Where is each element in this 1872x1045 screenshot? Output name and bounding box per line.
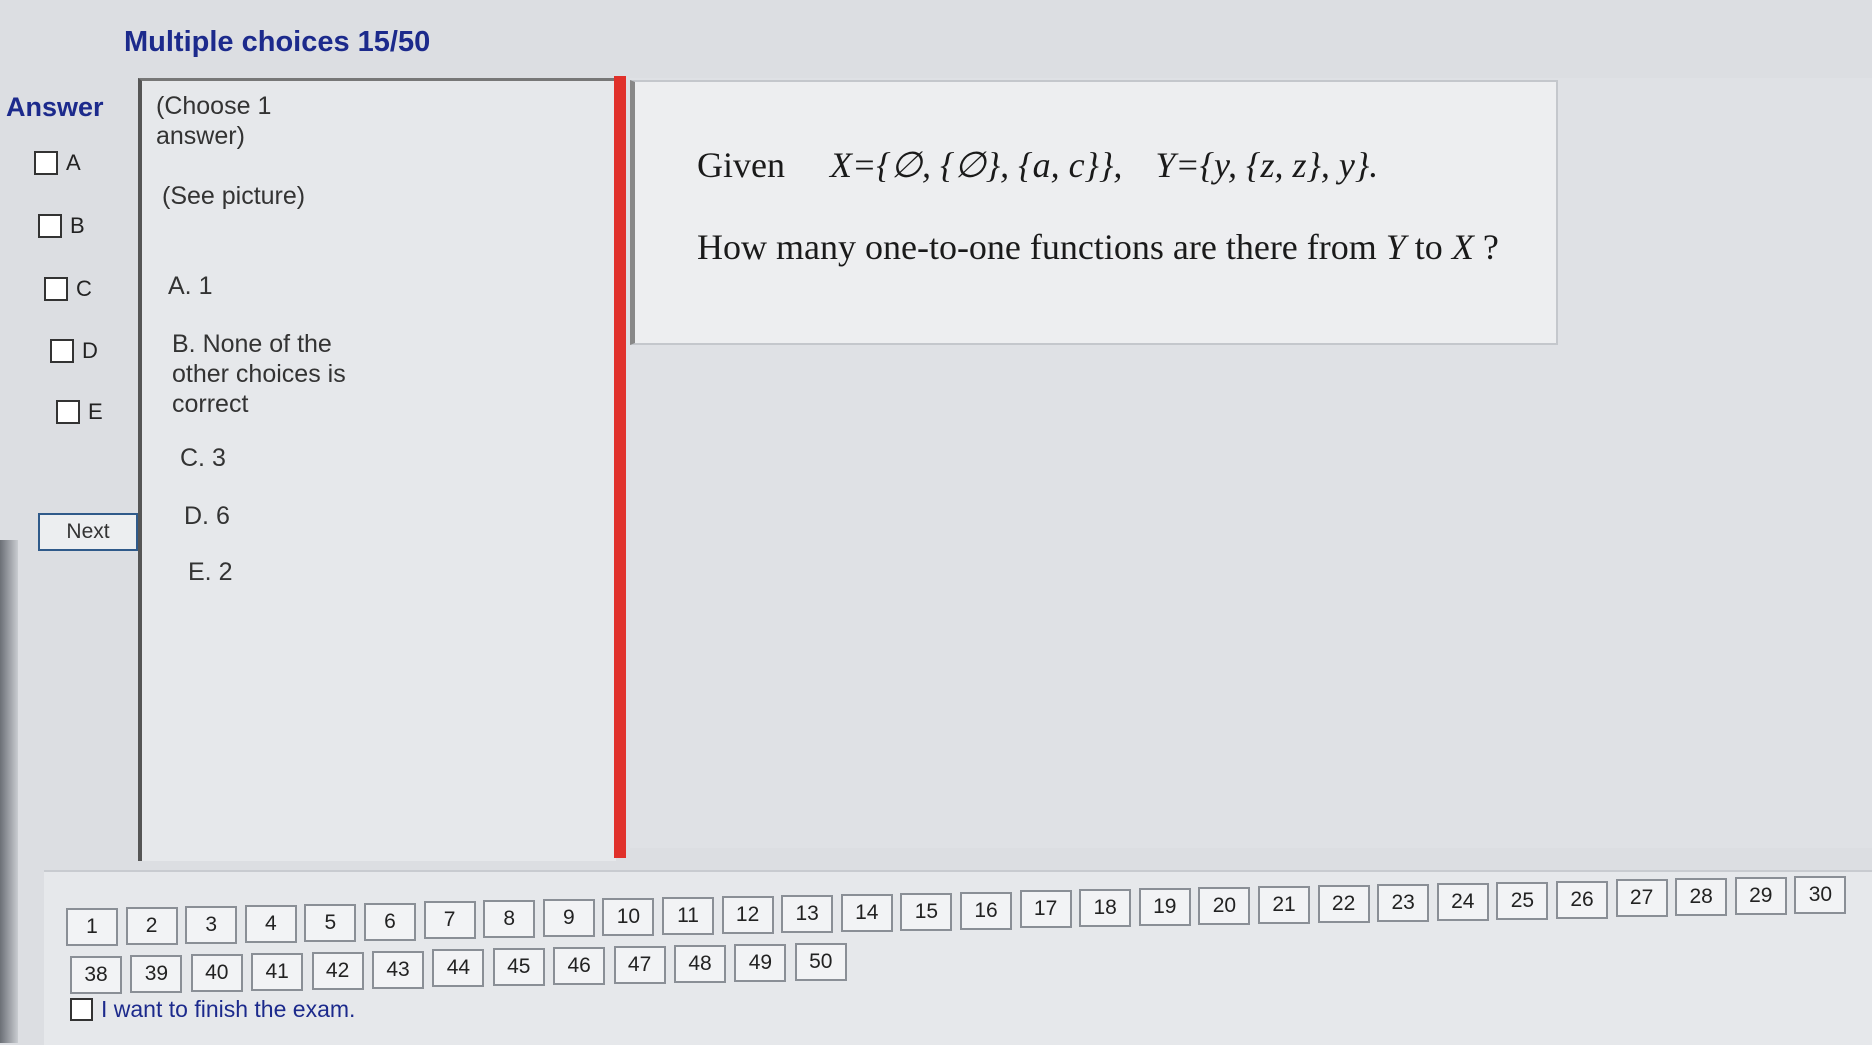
finish-label: I want to finish the exam. [101, 996, 356, 1022]
answer-option-c[interactable] [44, 276, 92, 302]
choices-panel [138, 78, 616, 861]
question-number-button[interactable]: 9 [543, 899, 595, 937]
prompt-x: X [1451, 227, 1474, 267]
checkbox-c[interactable] [44, 277, 68, 301]
question-number-button[interactable]: 23 [1377, 884, 1429, 922]
answer-option-a[interactable] [34, 150, 81, 176]
question-number-button[interactable]: 20 [1198, 887, 1250, 925]
question-number-button[interactable]: 18 [1079, 889, 1131, 927]
checkbox-e[interactable] [56, 400, 80, 424]
question-number-button[interactable]: 7 [424, 901, 476, 939]
next-button[interactable]: Next [38, 513, 138, 551]
question-number-button[interactable]: 13 [781, 895, 833, 933]
screen-edge-shadow [0, 540, 18, 1043]
prompt-mid: to [1405, 227, 1452, 267]
question-number-button[interactable]: 38 [70, 956, 122, 994]
question-number-button[interactable]: 15 [900, 893, 952, 931]
question-number-button[interactable]: 45 [493, 948, 545, 986]
panel-divider[interactable] [614, 76, 626, 858]
answer-option-b-label: B [70, 213, 85, 238]
question-number-button[interactable]: 21 [1258, 886, 1310, 924]
choice-a-text: A. 1 [168, 272, 213, 300]
question-number-button[interactable]: 17 [1020, 890, 1072, 928]
question-number-button[interactable]: 14 [841, 894, 893, 932]
question-number-button[interactable]: 40 [191, 954, 243, 992]
question-number-button[interactable]: 10 [602, 898, 654, 936]
prompt-start: How many one-to-one functions are there from [697, 227, 1386, 267]
question-number-button[interactable]: 48 [674, 945, 726, 983]
checkbox-d[interactable] [50, 339, 74, 363]
question-number-button[interactable]: 4 [245, 905, 297, 943]
y-set: Y={y, {z, z}, y}. [1155, 145, 1379, 185]
x-set: X={∅, {∅}, {a, c}}, [829, 145, 1123, 185]
answer-option-d-label: D [82, 338, 98, 363]
question-number-button[interactable]: 46 [553, 947, 605, 985]
question-picture [630, 80, 1558, 345]
question-number-button[interactable]: 26 [1556, 881, 1608, 919]
question-number-button[interactable]: 47 [614, 946, 666, 984]
finish-checkbox[interactable] [70, 998, 93, 1021]
question-number-button[interactable]: 12 [722, 896, 774, 934]
choice-e-text: E. 2 [188, 558, 233, 586]
question-number-button[interactable]: 8 [483, 900, 535, 938]
question-number-button[interactable]: 11 [662, 897, 714, 935]
given-word: Given [697, 145, 785, 185]
question-number-button[interactable]: 39 [130, 955, 182, 993]
answer-option-c-label: C [76, 276, 92, 301]
question-number-button[interactable]: 19 [1139, 888, 1191, 926]
question-number-button[interactable]: 29 [1735, 877, 1787, 915]
question-number-button[interactable]: 3 [185, 906, 237, 944]
question-number-button[interactable]: 49 [734, 944, 786, 982]
question-number-button[interactable]: 42 [312, 952, 364, 990]
question-number-button[interactable]: 16 [960, 892, 1012, 930]
question-number-button[interactable]: 2 [126, 907, 178, 945]
answer-label: Answer [6, 92, 104, 122]
choice-c-text: C. 3 [180, 444, 226, 472]
answer-option-d[interactable] [50, 338, 98, 364]
choice-d-text: D. 6 [184, 502, 230, 530]
prompt-end: ? [1473, 227, 1499, 267]
answer-option-e-label: E [88, 399, 103, 424]
question-number-button[interactable]: 24 [1437, 883, 1489, 921]
question-number-button[interactable]: 1 [66, 908, 118, 946]
see-picture-text: (See picture) [162, 182, 306, 210]
question-number-button[interactable]: 27 [1616, 879, 1668, 917]
answer-option-e[interactable] [56, 399, 103, 425]
question-number-button[interactable]: 5 [304, 904, 356, 942]
prompt-y: Y [1385, 227, 1406, 267]
question-number-button[interactable]: 6 [364, 903, 416, 941]
checkbox-a[interactable] [34, 151, 58, 175]
question-number-button[interactable]: 50 [795, 943, 847, 981]
answer-option-b[interactable] [38, 213, 85, 239]
question-number-button[interactable]: 22 [1318, 885, 1370, 923]
page-title: Multiple choices 15/50 [124, 26, 431, 58]
choice-b-text: B. None of the other choices is correct [172, 330, 346, 418]
question-number-button[interactable]: 25 [1496, 882, 1548, 920]
question-number-button[interactable]: 30 [1794, 876, 1846, 914]
checkbox-b[interactable] [38, 214, 62, 238]
question-prompt-line [697, 226, 1499, 268]
question-number-button[interactable]: 41 [251, 953, 303, 991]
question-given-line [697, 144, 1378, 186]
answer-option-a-label: A [66, 150, 81, 175]
question-number-button[interactable]: 43 [372, 951, 424, 989]
instruction-text: (Choose 1 answer) [156, 92, 272, 150]
finish-exam-option[interactable] [70, 996, 355, 1023]
question-number-button[interactable]: 44 [432, 949, 484, 987]
question-number-button[interactable]: 28 [1675, 878, 1727, 916]
